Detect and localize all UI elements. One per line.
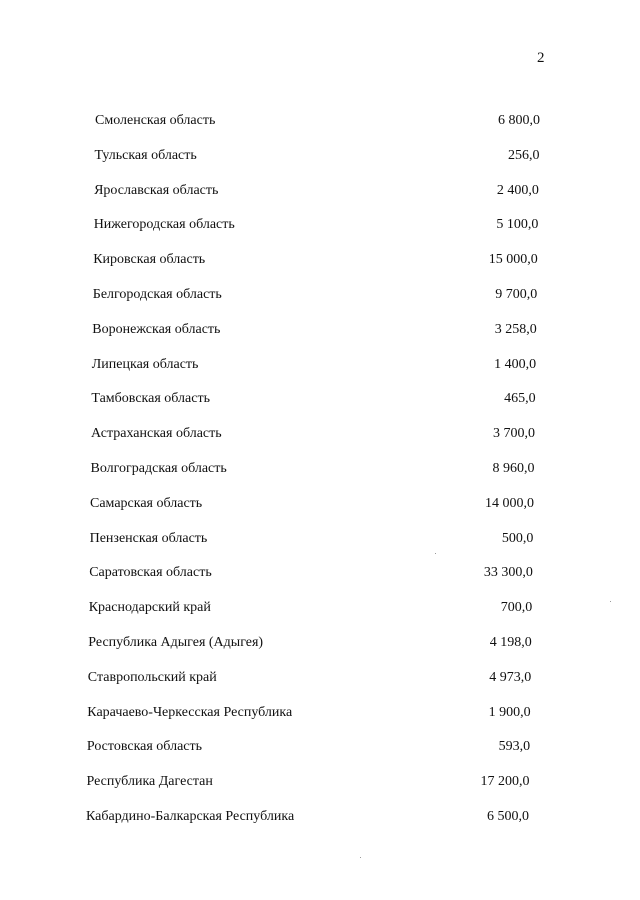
scan-speck xyxy=(435,553,436,554)
table-row xyxy=(0,769,640,804)
region-amount: 3 700,0 xyxy=(493,426,535,442)
region-amount: 14 000,0 xyxy=(485,495,534,511)
region-name: Ставропольский край xyxy=(87,669,217,685)
region-name: Тульская область xyxy=(94,147,197,163)
region-name: Карачаево-Черкесская Республика xyxy=(87,704,293,720)
region-amount: 465,0 xyxy=(504,391,536,407)
region-amount: 8 960,0 xyxy=(492,460,535,476)
region-amount: 1 900,0 xyxy=(488,704,531,720)
table-row xyxy=(0,317,640,352)
region-amount: 500,0 xyxy=(501,530,534,546)
region-name: Воронежская область xyxy=(92,321,221,337)
region-amount: 6 500,0 xyxy=(487,808,529,824)
region-name: Астраханская область xyxy=(91,426,222,442)
scan-speck xyxy=(610,601,611,602)
region-name: Ростовская область xyxy=(86,739,203,755)
region-name: Липецкая область xyxy=(91,356,199,372)
table-row xyxy=(0,386,640,421)
table-row xyxy=(0,352,640,387)
table-row xyxy=(0,630,640,665)
table-row xyxy=(0,595,640,630)
scan-speck xyxy=(360,857,361,858)
region-name: Нижегородская область xyxy=(93,217,235,233)
region-name: Смоленская область xyxy=(95,113,216,128)
region-name: Ярославская область xyxy=(94,182,219,198)
table-row xyxy=(0,456,640,491)
region-name: Кабардино-Балкарская Республика xyxy=(86,808,295,824)
region-name: Кировская область xyxy=(93,252,206,268)
region-amount: 2 400,0 xyxy=(496,182,539,198)
table-row xyxy=(0,560,640,595)
table-row xyxy=(0,212,640,247)
region-amount: 593,0 xyxy=(498,739,531,755)
region-name: Республика Адыгея (Адыгея) xyxy=(88,634,264,650)
region-amount: 1 400,0 xyxy=(494,356,537,372)
region-name: Пензенская область xyxy=(89,530,208,546)
table-row xyxy=(0,734,640,769)
region-amount: 3 258,0 xyxy=(494,321,537,337)
region-name: Республика Дагестан xyxy=(86,774,213,790)
table-row xyxy=(0,526,640,561)
region-name: Краснодарский край xyxy=(88,600,211,616)
region-name: Тамбовская область xyxy=(91,391,210,407)
region-amount: 15 000,0 xyxy=(488,252,538,268)
table-row xyxy=(0,421,640,456)
region-amount: 17 200,0 xyxy=(480,774,530,790)
region-amount: 6 800,0 xyxy=(498,113,540,128)
table-row xyxy=(0,665,640,700)
region-name: Саратовская область xyxy=(89,565,212,581)
region-amount: 256,0 xyxy=(508,147,540,163)
region-amount: 9 700,0 xyxy=(495,286,538,302)
table-row xyxy=(0,282,640,317)
region-name: Волгоградская область xyxy=(90,460,227,476)
region-amount-table xyxy=(0,108,640,839)
table-row xyxy=(0,804,640,839)
table-row xyxy=(0,108,640,143)
table-row xyxy=(0,491,640,526)
region-name: Самарская область xyxy=(90,495,203,511)
table-row xyxy=(0,178,640,213)
region-amount: 4 973,0 xyxy=(489,669,532,685)
table-row xyxy=(0,143,640,178)
table-row xyxy=(0,247,640,282)
region-amount: 4 198,0 xyxy=(489,634,532,650)
region-amount: 700,0 xyxy=(500,600,533,616)
table-row xyxy=(0,700,640,735)
region-amount: 5 100,0 xyxy=(496,217,539,233)
region-name: Белгородская область xyxy=(92,286,222,302)
page-number: 2 xyxy=(537,50,545,66)
region-amount: 33 300,0 xyxy=(483,565,533,581)
